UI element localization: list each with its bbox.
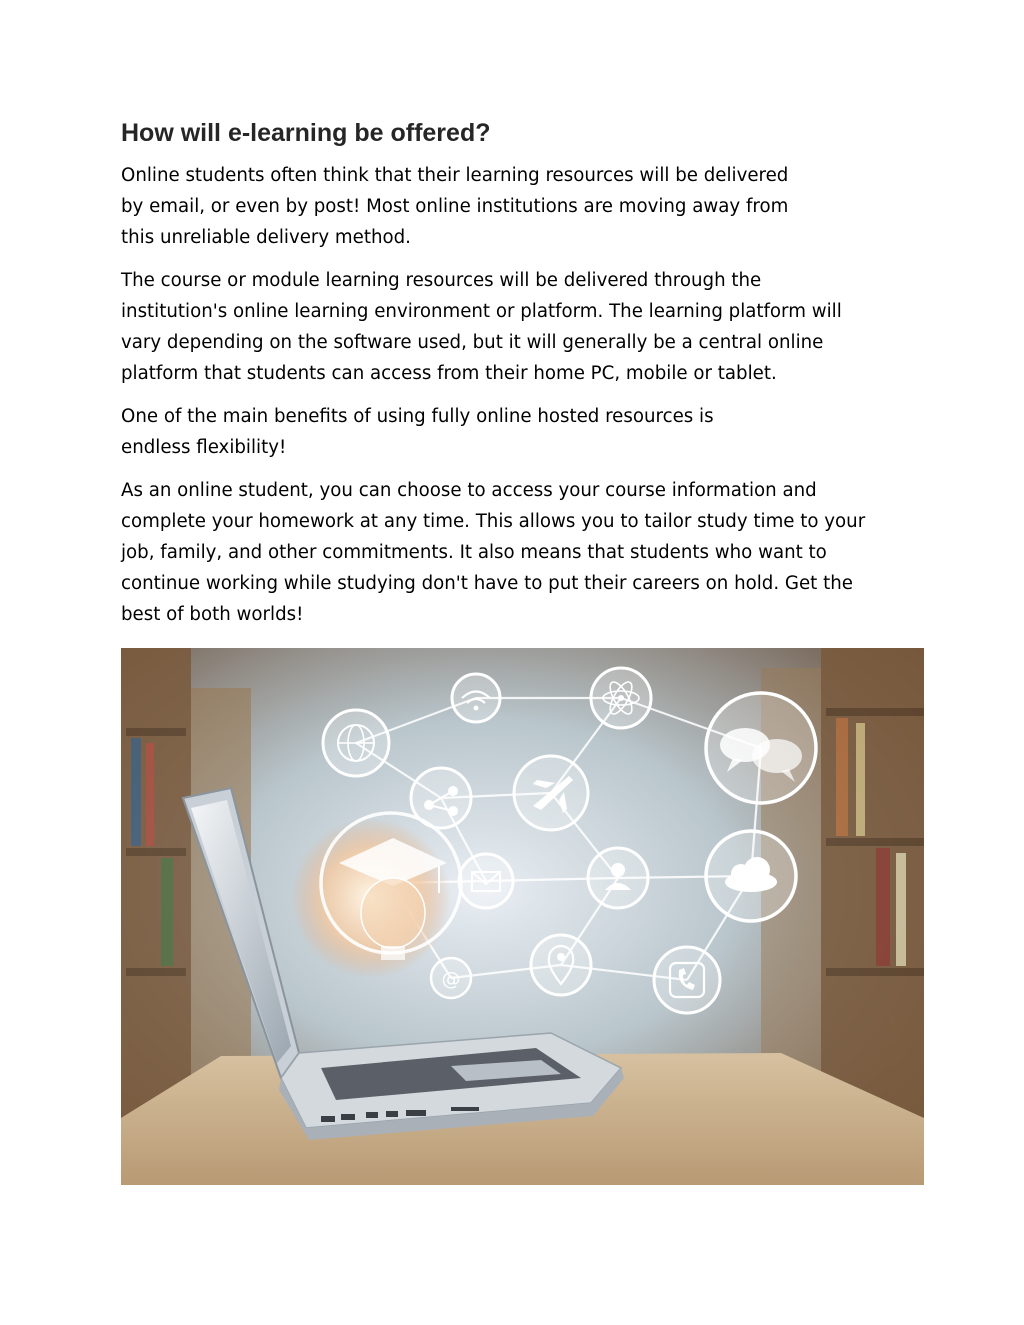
paragraph-2-line-2: institution's online learning environment or platform. The learning platform will	[121, 301, 842, 322]
paragraph-2-line-1: The course or module learning resources will be delivered through the	[121, 270, 762, 291]
paragraph-3-line-2: endless flexibility!	[121, 437, 287, 458]
paragraph-1-line-1: Online students often think that their learning resources will be delivered	[121, 165, 789, 186]
cloud-icon	[706, 831, 796, 921]
wifi-icon	[452, 674, 500, 722]
paragraph-4	[121, 475, 911, 630]
article	[121, 118, 911, 642]
paragraph-3	[121, 401, 911, 463]
paragraph-2-line-3: vary depending on the software used, but it will generally be a central online	[121, 332, 824, 353]
paragraph-4-line-4: continue working while studying don't have to put their careers on hold. Get the	[121, 573, 853, 594]
at-symbol: @	[441, 968, 461, 990]
paragraph-4-line-5: best of both worlds!	[121, 604, 304, 625]
globe-icon	[323, 710, 389, 776]
paragraph-2	[121, 265, 911, 389]
elearning-illustration	[121, 648, 924, 1185]
paragraph-1-line-3: this unreliable delivery method.	[121, 227, 411, 248]
paragraph-2-line-4: platform that students can access from their home PC, mobile or tablet.	[121, 363, 777, 384]
paragraph-4-line-1: As an online student, you can choose to access your course information and	[121, 480, 817, 501]
paragraph-3-line-1: One of the main benefits of using fully online hosted resources is	[121, 406, 714, 427]
paragraph-1	[121, 160, 911, 253]
atom-icon	[591, 668, 651, 728]
airplane-icon	[514, 756, 588, 830]
email-icon	[459, 854, 513, 908]
paragraph-4-line-3: job, family, and other commitments. It also means that students who want to	[121, 542, 827, 563]
paragraph-4-line-2: complete your homework at any time. This allows you to tailor study time to your	[121, 511, 866, 532]
page-title: How will e-learning be offered?	[121, 119, 491, 147]
at-sign-icon	[431, 958, 471, 998]
user-icon	[588, 848, 648, 908]
paragraph-1-line-2: by email, or even by post! Most online institutions are moving away from	[121, 196, 789, 217]
location-pin-icon	[531, 935, 591, 995]
phone-icon	[654, 947, 720, 1013]
chat-bubbles-icon	[706, 693, 816, 803]
